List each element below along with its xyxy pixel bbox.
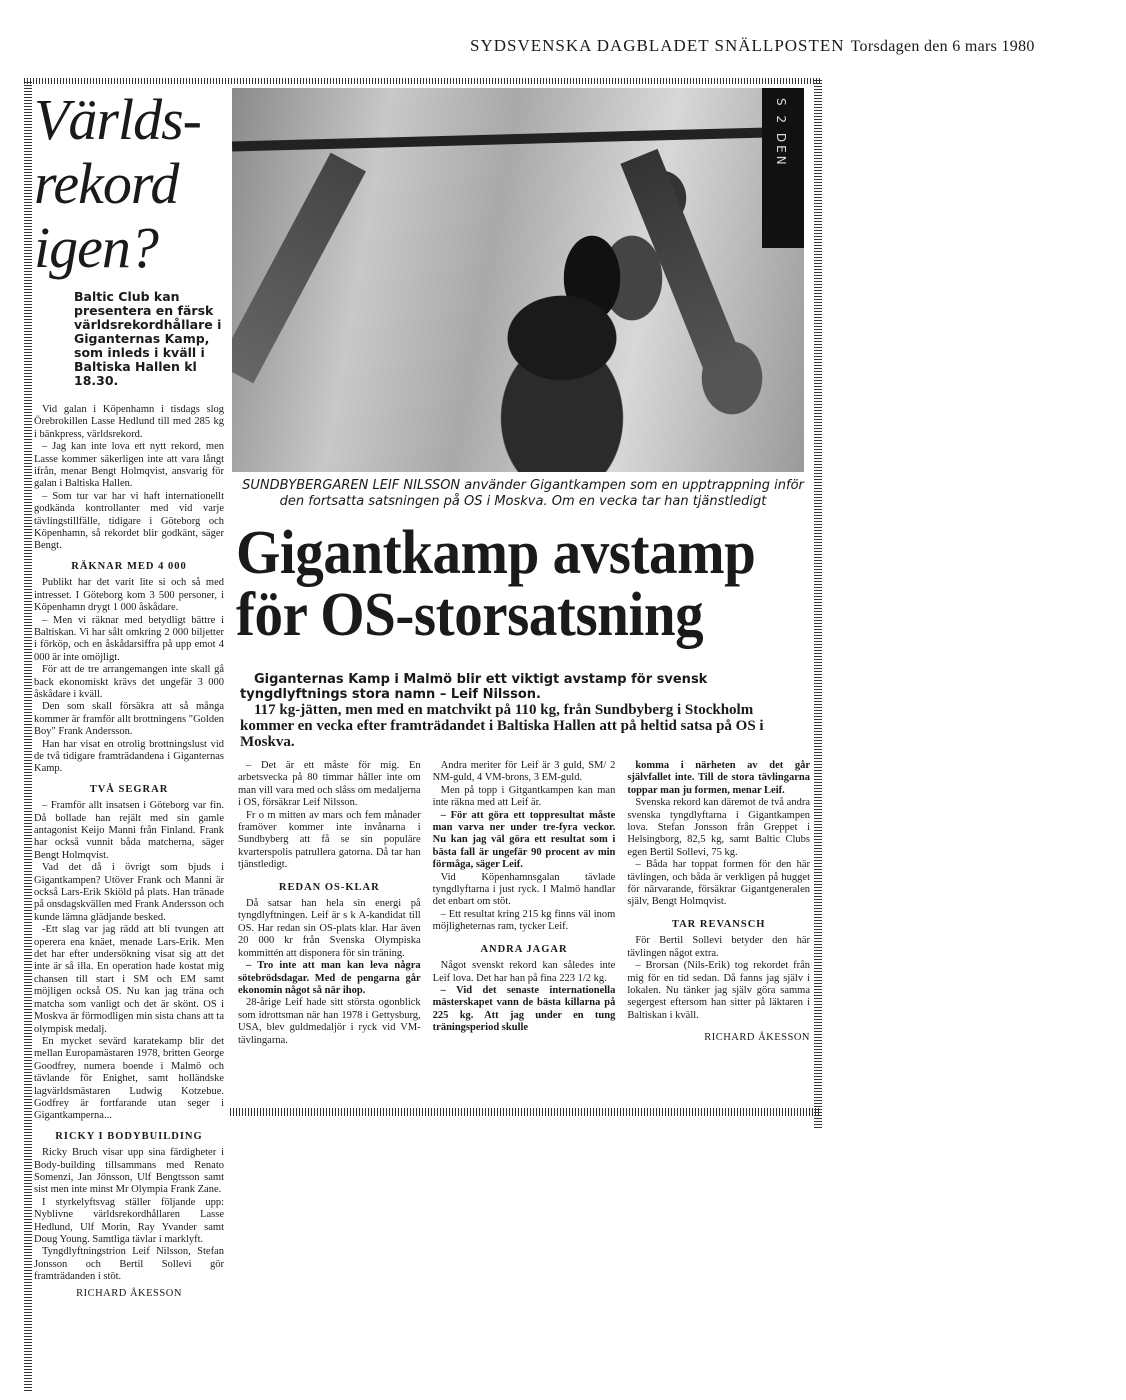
paragraph: Den som skall försäkra att så många kommer är framför allt brottningens "Golden Boy" Frank Andersson. [34,701,224,738]
paragraph: Tyngdlyftningstrion Leif Nilsson, Stefan Jonsson och Bertil Sollevi gör framträdanden i stöt. [34,1246,224,1283]
headline: Gigantkamp avstamp för OS-storsatsning [236,519,756,649]
paragraph-bold: komma i närheten av det går självfallet inte. Till de stora tävlingarna toppar man ju formen, menar Leif. [627,760,811,796]
paragraph: Han har visat en otrolig brottningslust vid de två tidigare framträdandena i Giganternas Kamp. [34,738,224,775]
paragraph-bold: – Vid det senaste internationella mästerskapet vann de bästa killarna på 225 kg. Att jag under en tung träningsperiod skulle [432,984,616,1034]
barbell [232,127,804,152]
paragraph: Fr o m mitten av mars och fem månader framöver kommer inte invånarna i Sundbyberg att få se sin populäre kvarterspolis patrullera gatorna. Då tar han tjänstledigt. [238,809,421,871]
paragraph: Andra meriter för Leif är 3 guld, SM/ 2 NM-guld, 4 VM-brons, 3 EM-guld. [432,760,616,784]
issue-date: Torsdagen den 6 mars 1980 [850,38,1035,55]
border-top [24,78,820,84]
paragraph: Vad det då i övrigt som bjuds i Gigantkampen? Utöver Frank och Manni är också Lars-Erik Skiöld på plats. Han tränade på onsdagskvällen med Frank Andersson och kunde lämna glädjande besked. [34,862,224,923]
photo-caption: SUNDBYBERGAREN LEIF NILSSON använder Gigantkampen som en upptrappning inför den fortsatta satsningen på OS i Moskva. Om en vecka tar han tjänstledigt [242,478,804,509]
paragraph: En mycket sevärd karatekamp blir det mellan Europamästaren 1978, britten George Goodfrey, numera boende i Malmö och tävlande för Enighet, samt holländske lagvärldsmästaren Ludwig Kotzebue. Godfrey är fortfarande utan seger i Gigantkamperna... [34,1035,224,1122]
article-column-2 [433,760,616,1047]
paragraph: – Som tur var har vi haft internationellt godkända kontrollanter med vid varje tävlingstillfälle, tidigare i Göteborg och Köpenhamn, så rekordet blir godkänt, säger Bengt. [34,490,224,552]
paragraph: Vid galan i Köpenhamn i tisdags slog Örebrokillen Lasse Hedlund till med 285 kg i bänkpress, världsrekord. [34,404,224,440]
subhead: TAR REVANSCH [671,918,766,930]
paragraph: -Ett slag var jag rädd att bli tvungen att operera ena knäet, menade Lars-Erik. Men det har efter undersökning visat sig att det inte är så illa. En operation hade kostat mig chansen till start i SM och EM samt möjligen också OS. Nu kan jag träna och matcha som vanligt och det är skönt. OS i Moskva är förmodligen min sista chans att ta olympisk medalj. [34,924,224,1035]
paragraph: – Ett resultat kring 215 kg finns väl inom möjligheternas ram, tycker Leif. [432,908,616,933]
newspaper-name: SYDSVENSKA DAGBLADET SNÄLLPOSTEN [470,36,845,55]
subhead: REDAN OS-KLAR [278,881,380,893]
byline: RICHARD ÅKESSON [704,1032,811,1044]
paragraph: Men på topp i Gitgantkampen kan man inte räkna med att Leif är. [432,784,616,809]
subhead: ANDRA JAGAR [480,943,568,955]
border-right [814,80,822,1130]
border-bottom [230,1108,820,1116]
deck-line: 117 kg-jätten, men med en matchvikt på 110 kg, från Sundbyberg i Stockholm kommer en vecka efter framträdandet i Baltiska Hallen att på heltid satsa på OS i Moskva. [240,702,764,750]
sidebar-lead: Baltic Club kan presentera en färsk världsrekordhållare i Giganternas Kamp, som inleds i kväll i Baltiska Hallen kl 18.30. [74,289,222,388]
byline: RICHARD ÅKESSON [76,1287,182,1299]
masthead [470,36,1070,56]
paragraph: Publikt har det varit lite si och så med intresset. I Göteborg kom 3 500 personer, i Köpenhamn drygt 1 000 åskådare. [34,577,224,614]
subhead: RICKY I BODYBUILDING [55,1130,203,1142]
raised-arm-left [232,153,366,384]
paragraph: För att de tre arrangemangen inte skall gå back ekonomiskt krävs det ungefär 3 000 åskådare i kväll. [34,664,224,700]
paragraph-bold: – För att göra ett toppresultat måste man varva ner under tre-fyra veckor. Nu kan jag väl göra ett resultat som i bästa fall är ungefär 90 procent av min förmåga, säger Leif. [432,809,616,871]
background-sign: S 2 DEN [762,88,804,248]
paragraph: Ricky Bruch visar upp sina färdigheter i Body-building tillsammans med Renato Somenzi, Jan Jönsson, Ulf Bengtsson samt sist men inte minst Mr Olympia Frank Zane. [34,1147,224,1196]
border-left [24,82,32,1392]
paragraph: Då satsar han hela sin energi på tyngdlyftningen. Leif är s k A-kandidat till OS. Har redan sin OS-plats klar. Har även 20 000 kr från Svenska Olympiska kommittén att disponera för sin träning. [238,898,421,959]
sidebar-kicker: Världs- rekord igen? [34,87,201,280]
deck [240,672,806,750]
paragraph-bold: – Tro inte att man kan leva några sötebrödsdagar. Med de pengarna går ekonomin något så när ihop. [238,960,421,996]
paragraph: – Båda har toppat formen för den här tävlingen, och båda är verkligen på hugget för närvarande, försäkrar Gigantgeneralen själv, Bengt Holmqvist. [627,859,811,908]
paragraph: – Men vi räknar med betydligt bättre i Baltiskan. Vi har sålt omkring 2 000 biljetter i förköp, och en åskådarsiffra på upp emot 4 000 är inte omöjligt. [34,614,224,663]
sidebar-story [34,88,224,1300]
paragraph: Vid Köpenhamnsgalan tävlade tyngdlyftarna i just ryck. I Malmö handlar det enbart om stöt. [432,871,616,908]
weightlifter-photo [232,88,804,472]
paragraph: I styrkelyftsvag ställer följande upp: Nyblivne världsrekordhållaren Lasse Hedlund, Ulf Morin, Ray Yvander samt Doug Young. Samtliga tävlar i marklyft. [34,1196,224,1245]
paragraph: För Bertil Sollevi betyder den här tävlingen något extra. [627,935,811,959]
paragraph: – Framför allt insatsen i Göteborg var fin. Då bollade han rejält med sin gamle antagonist Keijo Manni från Finland. Frank har också vunnit båda matcherna, säger Bengt Holmqvist. [34,800,224,861]
deck-line: Giganternas Kamp i Malmö blir ett viktigt avstamp för svensk tyngdlyftnings stora namn – Leif Nilsson. [240,672,708,702]
paragraph: Något svenskt rekord kan således inte Leif lova. Det har han på fina 223 1/2 kg. [432,960,616,984]
paragraph: – Jag kan inte lova ett nytt rekord, men Lasse kommer säkerligen inte att vara långt ifrån, menar Bengt Holmqvist, ansvarig för galan i Baltiska Hallen. [34,441,224,490]
article-column-1 [238,760,421,1047]
article-column-3 [627,760,810,1047]
subhead: RÄKNAR MED 4 000 [71,560,187,572]
paragraph: 28-årige Leif hade sitt största ogonblick som idrottsman när han 1978 i Gettysburg, USA, blev guldmedaljör i ryck vid VM-tävlingarna. [238,997,421,1046]
article-body [238,760,810,1047]
paragraph: – Det är ett måste för mig. En arbetsvecka på 80 timmar håller inte om man vill vara med och slåss om medaljerna i OS, försäkrar Leif Nilsson. [238,760,421,809]
raised-arm-right [620,149,743,377]
paragraph: – Brorsan (Nils-Erik) tog rekordet från mig för en tid sedan. Då fanns jag själv i lokalen. Nu tänker jag själv göra samma segergest eftersom han sitter på läktaren i Baltiskan i kväll. [627,960,811,1021]
subhead: TVÅ SEGRAR [89,783,169,795]
paragraph: Svenska rekord kan däremot de två andra svenska tyngdlyftarna i Gigantkampen lova. Stefan Jonsson från Greppet i Helsingborg, 82,5 kg, samt Baltic Clubs egen Bertil Sollevi, 75 kg. [627,797,811,858]
